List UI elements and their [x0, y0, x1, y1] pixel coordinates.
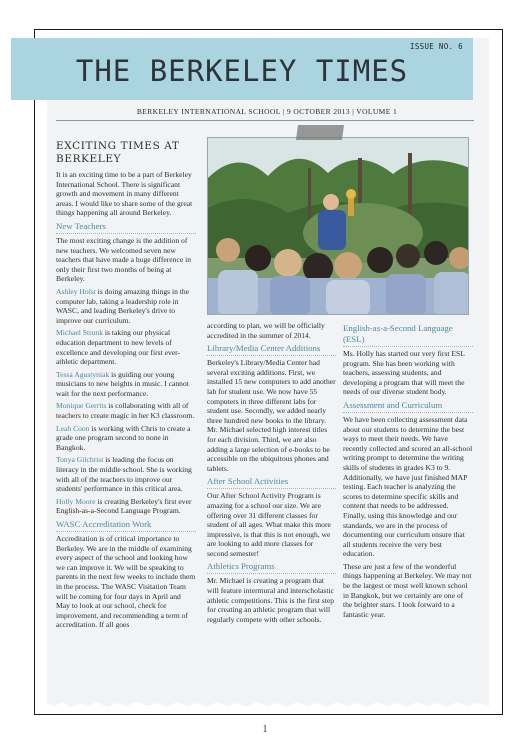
athletics-paragraph: Mr. Michael is creating a program that will feature intermural and interscholastic athletic competitions. This is the first step for creating an athletic program that will regularly compete with other schools.	[207, 576, 335, 624]
new-teachers-heading: New Teachers	[56, 220, 106, 231]
library-heading: Library/Media Center Additions	[207, 343, 321, 354]
teacher-name: Michael Strunk	[56, 328, 104, 338]
column-2	[207, 321, 336, 627]
intro-paragraph: It is an exciting time to be a part of Berkeley International School. There is significant growth and movement in many different areas. I would like to share some of the great things happening all around Berkeley.	[56, 170, 193, 218]
teacher-name: Tessa Agustyniak	[56, 369, 110, 379]
wasc-heading: WASC Accreditation Work	[56, 519, 152, 529]
dateline-rule	[56, 120, 474, 121]
page-number: 1	[262, 724, 268, 735]
library-paragraph: Berkeley's Library/Media Center had several exciting additions. First, we installed 15 new computers to add another lab for student use. We now have 55 computers in three different labs for student use. Secondly, we added nearly three hundred new books to the library. Mr. Michael selected high interest titles for each division. Third, we are also adding a large selection of e-books to be accessible on the ubiquitous phones and tablets.	[207, 358, 336, 473]
teacher-item: Leah Coon is working with Chris to create a grade one program second to none in Bangkok.	[56, 423, 191, 452]
closing-paragraph: These are just a few of the wonderful things happening at Berkeley. We may not be the largest or most well known school in Bangkok, but we certainly are one of the brighter stars. I look forward to a fantastic year.	[343, 561, 472, 619]
teacher-item: Michael Strunk is taking our physical education department to new levels of excellence and developing our first ever-athletic department.	[56, 328, 181, 367]
teacher-item: Tessa Agustyniak is guiding our young musicians to new heights in music. I cannot wait for the next performance.	[56, 369, 189, 398]
article-headline: EXCITING TIMES AT BERKELEY	[56, 140, 180, 165]
assessment-heading: Assessment and Curriculum	[343, 399, 443, 410]
teacher-name: Leah Coon	[56, 423, 90, 433]
new-teachers-paragraph: The most exciting change is the addition of new teachers. We welcomed seven new teachers that have made a huge difference in only their first two months of being at Berkeley.	[56, 235, 192, 284]
after-school-heading: After School Activities	[207, 476, 289, 487]
assessment-paragraph: We have been collecting assessment data about our students to determine the best ways to meet their needs. We have recently collected and scored an all-school writing prompt to determine the writing skills of students in grades K3 to 9. Additionally, we have just finished MAP testing. Each teacher is analyzing the scores to determine specific skills and content that needs to be addressed. Finally, using this knowledge and our standards, we are in the process of documenting our curriculum ensure that all students receive the very best education.	[343, 414, 473, 559]
issue-number: ISSUE NO. 6	[410, 42, 463, 51]
newsletter-title: THE BERKELEY TIMES	[75, 54, 409, 88]
teacher-name: Holly Moore	[56, 496, 96, 506]
teacher-item: Tonya Gilchrist is leading the focus on literacy in the middle school. She is working with all of the teachers to improve our students' performance in this critical area.	[56, 455, 192, 494]
school-photo	[207, 137, 469, 315]
esl-heading: English-as-a-Second Language (ESL)	[343, 323, 453, 344]
esl-paragraph: Ms. Holly has started our very first ESL program. She has been working with teachers, assessing students, and developing a program that will meet the needs of our diverse student body.	[343, 349, 465, 397]
teacher-name: Ashley Holst	[56, 286, 96, 296]
dateline: BERKELEY INTERNATIONAL SCHOOL | 9 OCTOBER 2013 | VOLUME 1	[136, 107, 398, 116]
teacher-name: Monique Gerrits	[56, 401, 107, 411]
masthead-banner	[11, 38, 473, 100]
wasc-continued: according to plan, we will be officially accredited in the summer of 2014.	[207, 321, 325, 340]
teacher-name: Tonya Gilchrist	[56, 455, 104, 465]
teacher-item: Holly Moore is creating Berkeley's first ever English-as-a-Second Language Program.	[56, 496, 192, 516]
column-1	[56, 140, 196, 633]
photo-tape	[296, 125, 344, 140]
teacher-item: Monique Gerrits is collaborating with all of teachers to create magic in her K3 classroom.	[56, 401, 195, 421]
teacher-item: Ashley Holst is doing amazing things in the computer lab, taking a leadership role in WASC, and leading Berkeley's drive to improve our curriculum.	[56, 286, 190, 325]
after-school-paragraph: Our After School Activity Program is amazing for a school our size. We are offering over 31 different classes for student of all ages. What make this more impressive, is that this is not enough, we are looking to add more classes for second semester!	[207, 491, 331, 558]
torn-edge	[47, 699, 489, 709]
wasc-paragraph: Accreditation is of critical importance to Berkeley. We are in the middle of examining every aspect of the school and looking how we can improve it. We will be speaking to parents in the next few weeks to include them in the process. The WASC Visitation Team will be coming for four days in April and May to look at our school, check for improvement, and recommending a term of accreditation. If all goes	[56, 534, 196, 630]
column-3	[343, 321, 473, 622]
athletics-heading: Athletics Programs	[207, 561, 275, 572]
